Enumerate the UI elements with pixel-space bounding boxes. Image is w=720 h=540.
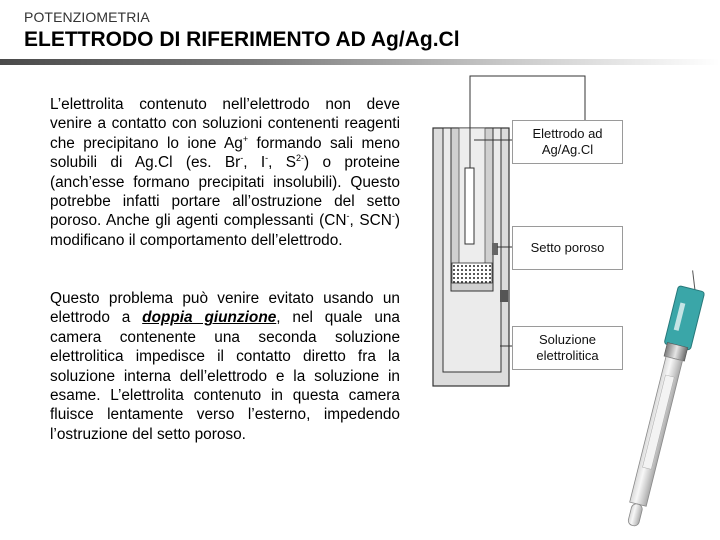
section-kicker: POTENZIOMETRIA — [24, 9, 150, 25]
slide-title: ELETTRODO DI RIFERIMENTO AD Ag/Ag.Cl — [24, 28, 460, 51]
superscript-charge: + — [242, 133, 249, 144]
text-segment: , nel quale una camera contenente una seconda soluzione elettrolitica impedisce il contatto diretto fra la soluzione interna dell’elettrodo e la soluzione in esame. L’elettrolita contenuto in questa camera fluisce lentamente verso l’esterno, impedendo l’ostruzione del setto poroso. — [50, 309, 400, 443]
label-reference-electrode: Elettrodo ad Ag/Ag.Cl — [512, 120, 623, 164]
outer-porous-plug — [500, 290, 508, 302]
upper-junction-marker — [492, 243, 498, 255]
paragraph-double-junction — [50, 289, 400, 444]
label-electrolyte-solution: Soluzione elettrolitica — [512, 326, 623, 370]
superscript-charge: - — [240, 153, 244, 164]
text-segment: L’elettrolita contenuto nell’elettrodo non deve venire a contatto con soluzioni contenenti reagenti che precipitano lo ione Ag — [50, 96, 400, 152]
text-segment: ) modificano il comportamento dell’elettrodo. — [50, 212, 401, 249]
superscript-charge: - — [391, 211, 395, 222]
text-segment: ) o proteine (anch’esse formano precipitati insolubili). Questo potrebbe infatti portare all’ostruzione del setto poroso. Anche gli agenti complessanti (CN — [50, 154, 400, 230]
text-segment: Questo problema può venire evitato usando un elettrodo a — [50, 290, 400, 327]
text-segment: , S — [268, 154, 296, 172]
superscript-charge: - — [265, 153, 269, 164]
emphasis-double-junction: doppia giunzione — [142, 309, 277, 327]
outer-chamber — [433, 128, 509, 386]
inner-electrode-tube — [451, 128, 493, 291]
silver-wire — [465, 168, 474, 244]
electrode-photo — [620, 268, 710, 529]
inner-porous-plug — [452, 263, 492, 283]
superscript-charge: - — [346, 211, 350, 222]
label-porous-septum: Setto poroso — [512, 226, 623, 270]
superscript-charge: 2- — [296, 153, 305, 164]
text-segment: , I — [243, 154, 266, 172]
text-segment: , SCN — [349, 212, 392, 230]
paragraph-electrolyte-contamination — [50, 95, 400, 250]
title-underline — [0, 59, 720, 65]
text-segment: formando sali meno solubili di Ag.Cl (es. Br — [50, 134, 400, 172]
